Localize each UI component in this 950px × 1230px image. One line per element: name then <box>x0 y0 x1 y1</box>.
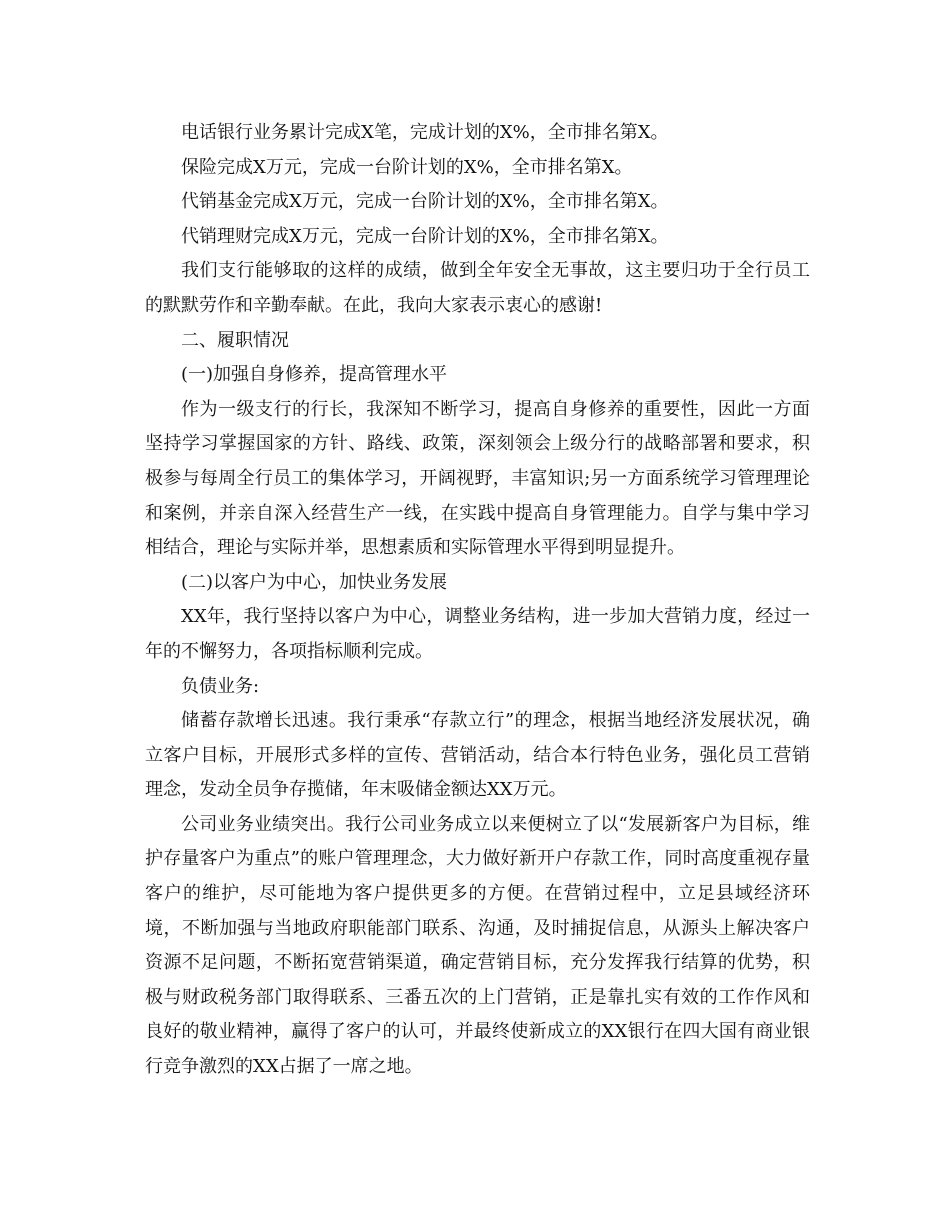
paragraph-savings-deposits: 储蓄存款增长迅速。我行秉承“存款立行”的理念，根据当地经济发展状况，确立客户目标，开展形式多样的宣传、营销活动，结合本行特色业务，强化员工营销理念，发动全员争存揽储，年末吸储金额达XX万元。 <box>145 710 810 801</box>
paragraph-annual-summary: XX年，我行坚持以客户为中心，调整业务结构，进一步加大营销力度，经过一年的不懈努力，各项指标顺利完成。 <box>145 606 810 662</box>
document-body <box>145 116 810 1085</box>
subheading-liability-business: 负债业务: <box>181 675 260 697</box>
paragraph-insurance: 保险完成X万元，完成一台阶计划的X%，全市排名第X。 <box>181 156 633 178</box>
paragraph-learning: 作为一级支行的行长，我深知不断学习，提高自身修养的重要性，因此一方面坚持学习掌握国家的方针、路线、政策，深刻领会上级分行的战略部署和要求，积极参与每周全行员工的集体学习，开阔视野，丰富知识;另一方面系统学习管理理论和案例，并亲自深入经营生产一线，在实践中提高自身管理能力。自学与集中学习相结合，理论与实际并举，思想素质和实际管理水平得到明显提升。 <box>145 398 810 559</box>
subheading-customer-centered: (二)以客户为中心，加快业务发展 <box>181 571 448 593</box>
paragraph-wealth-sales: 代销理财完成X万元，完成一台阶计划的X%，全市排名第X。 <box>181 225 669 247</box>
paragraph-acknowledgement: 我们支行能够取的这样的成绩，做到全年安全无事故，这主要归功于全行员工的默默劳作和辛勤奉献。在此，我向大家表示衷心的感谢! <box>145 260 810 316</box>
paragraph-phone-banking: 电话银行业务累计完成X笔，完成计划的X%，全市排名第X。 <box>181 122 669 143</box>
section-heading-duties: 二、履职情况 <box>181 329 289 351</box>
subheading-self-cultivation: (一)加强自身修养，提高管理水平 <box>181 364 448 386</box>
paragraph-corporate-business: 公司业务业绩突出。我行公司业务成立以来便树立了以“发展新客户为目标，维护存量客户为重点”的账户管理理念，大力做好新开户存款工作，同时高度重视存量客户的维护，尽可能地为客户提供更多的方便。在营销过程中，立足县域经济环境，不断加强与当地政府职能部门联系、沟通，及时捕捉信息，从源头上解决客户资源不足问题，不断拓宽营销渠道，确定营销目标，充分发挥我行结算的优势，积极与财政税务部门取得联系、三番五次的上门营销，正是靠扎实有效的工作作风和良好的敬业精神，赢得了客户的认可，并最终使新成立的XX银行在四大国有商业银行竞争激烈的XX占据了一席之地。 <box>145 813 810 1078</box>
paragraph-fund-sales: 代销基金完成X万元，完成一台阶计划的X%，全市排名第X。 <box>181 191 669 213</box>
